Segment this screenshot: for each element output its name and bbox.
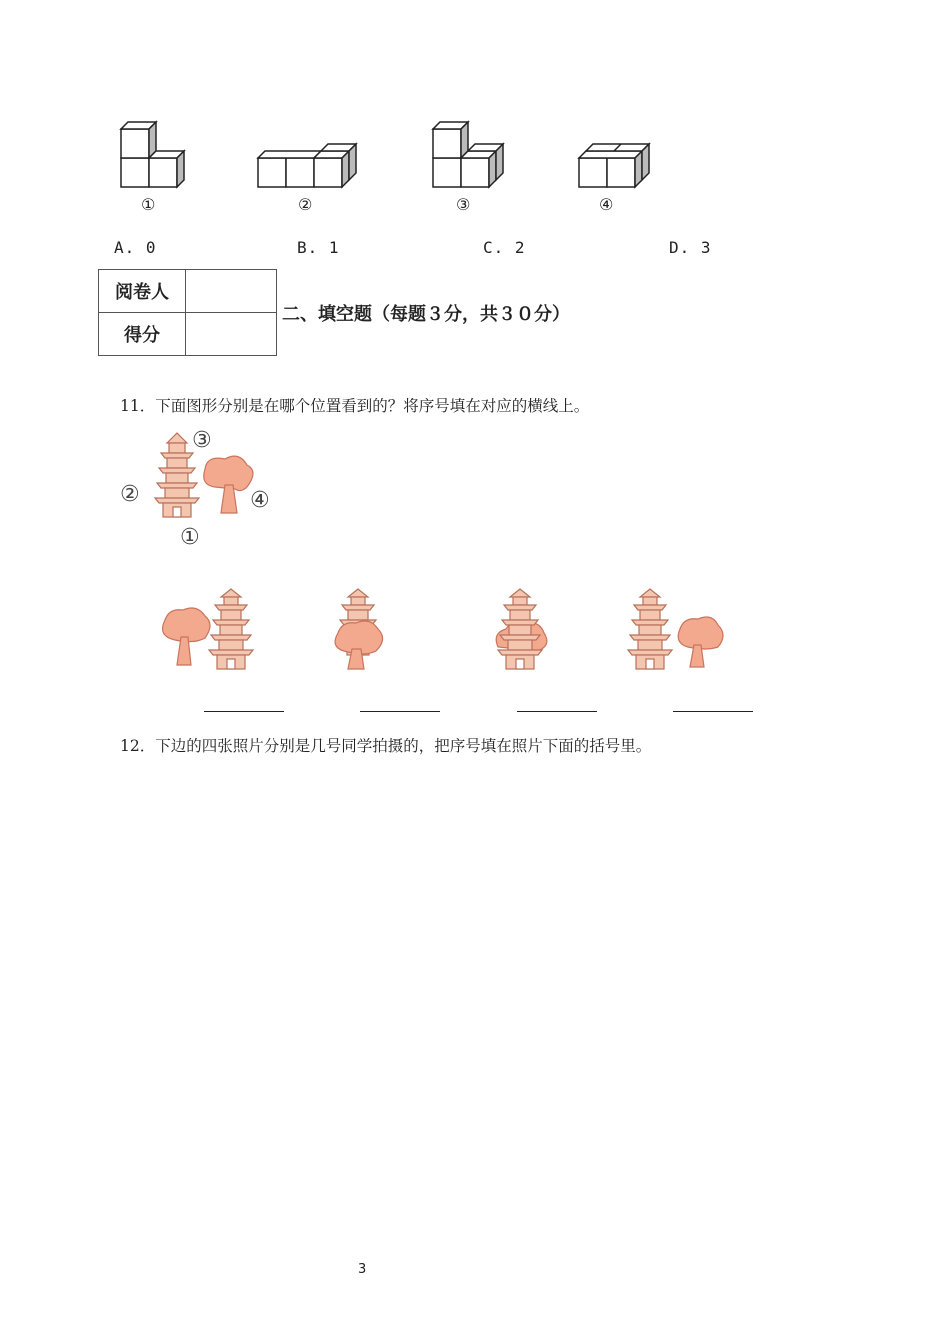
answer-blank-3[interactable] (517, 711, 597, 713)
tree-icon (163, 608, 210, 665)
score-table (98, 269, 277, 356)
cube-figure-3 (427, 118, 515, 194)
reviewer-cell[interactable] (186, 270, 277, 313)
section-title: 二、填空题（每题３分，共３０分） (282, 304, 570, 325)
cube-label-1: ① (141, 195, 156, 214)
tree-icon (335, 621, 382, 669)
answer-blank-4[interactable] (673, 711, 753, 713)
answer-blank-2[interactable] (360, 711, 440, 713)
score-label: 得分 (99, 313, 186, 356)
score-cell[interactable] (186, 313, 277, 356)
position-marker-1: ① (180, 525, 200, 550)
tree-icon (678, 617, 723, 667)
cube-label-2: ② (298, 195, 313, 214)
cube-label-4: ④ (599, 195, 614, 214)
view-picture-3 (488, 585, 558, 675)
question-11: 11．下面图形分别是在哪个位置看到的？将序号填在对应的横线上。 (120, 397, 590, 415)
option-c: C. 2 (483, 238, 526, 257)
position-marker-4: ④ (250, 488, 270, 513)
page-number: 3 (358, 1262, 367, 1277)
option-d: D. 3 (669, 238, 712, 257)
cube-figure-2 (252, 136, 364, 192)
option-b: B. 1 (297, 238, 340, 257)
view-picture-1 (155, 585, 255, 675)
question-12: 12．下边的四张照片分别是几号同学拍摄的，把序号填在照片下面的括号里。 (120, 737, 652, 755)
option-a: A. 0 (114, 238, 157, 257)
view-picture-4 (622, 585, 726, 675)
position-marker-2: ② (120, 482, 140, 507)
cube-figure-1 (115, 118, 195, 194)
cube-label-3: ③ (456, 195, 471, 214)
pagoda-icon (628, 589, 672, 669)
pagoda-icon (209, 589, 253, 669)
cube-figure-4 (574, 136, 658, 192)
tree-icon (204, 456, 253, 513)
position-marker-3: ③ (192, 428, 212, 453)
reviewer-label: 阅卷人 (99, 270, 186, 313)
answer-blank-1[interactable] (204, 711, 284, 713)
view-picture-2 (326, 585, 396, 675)
